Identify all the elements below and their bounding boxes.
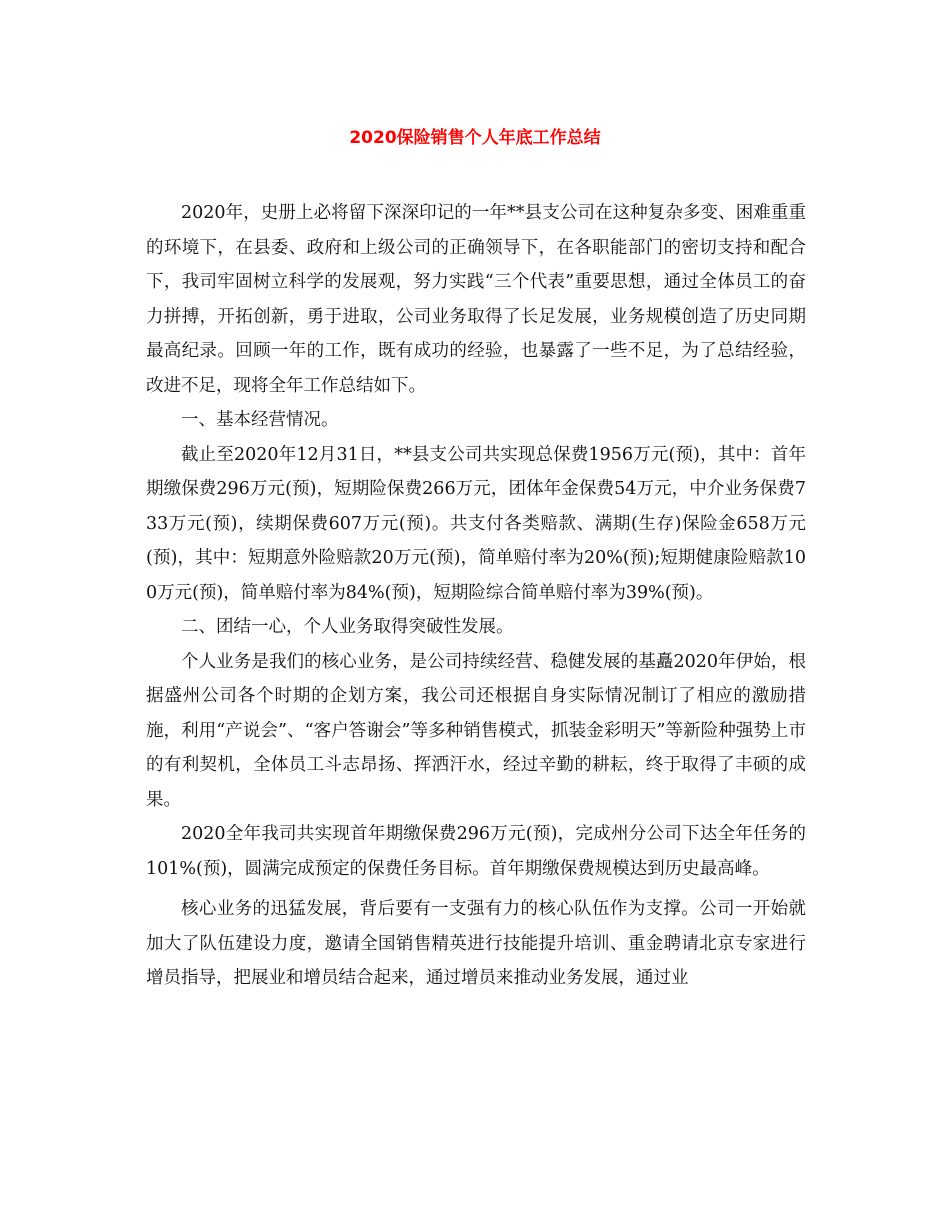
document-title: 2020保险销售个人年底工作总结 xyxy=(349,128,601,148)
paragraph-annual-result: 2020全年我司共实现首年期缴保费296万元(预)，完成州分公司下达全年任务的101%(预)，圆满完成预定的保费任务目标。首年期缴保费规模达到历史最高峰。 xyxy=(146,824,806,879)
paragraph-core-business: 个人业务是我们的核心业务，是公司持续经营、稳健发展的基矗2020年伊始，根据盛州公司各个时期的企划方案，我公司还根据自身实际情况制订了相应的激励措施，利用“产说会”、“客户答谢会”等多种销售模式，抓装金彩明天”等新险种强势上市的有利契机，全体员工斗志昂扬、挥洒汗水，经过辛勤的耕耘，终于取得了丰硕的成果。 xyxy=(146,651,806,810)
section-heading-basic-operations: 一、基本经营情况。 xyxy=(181,410,339,430)
paragraph-intro: 2020年，史册上必将留下深深印记的一年**县支公司在这种复杂多变、困难重重的环境下，在县委、政府和上级公司的正确领导下，在各职能部门的密切支持和配合下，我司牢固树立科学的发展观，努力实践“三个代表”重要思想，通过全体员工的奋力拼搏，开拓创新，勇于进取，公司业务取得了长足发展，业务规模创造了历史同期最高纪录。回顾一年的工作，既有成功的经验，也暴露了一些不足，为了总结经验，改进不足，现将全年工作总结如下。 xyxy=(146,203,806,396)
paragraph-team-building: 核心业务的迅猛发展，背后要有一支强有力的核心队伍作为支撑。公司一开始就加大了队伍建设力度，邀请全国销售精英进行技能提升培训、重金聘请北京专家进行增员指导，把展业和增员结合起来，通过增员来推动业务发展，通过业 xyxy=(146,899,806,988)
paragraph-operations-figures: 截止至2020年12月31日，**县支公司共实现总保费1956万元(预)，其中：首年期缴保费296万元(预)，短期险保费266万元，团体年金保费54万元，中介业务保费733万元(预)，续期保费607万元(预)。共支付各类赔款、满期(生存)保险金658万元(预)，其中：短期意外险赔款20万元(预)，简单赔付率为20%(预);短期健康险赔款100万元(预)，简单赔付率为84%(预)，短期险综合简单赔付率为39%(预)。 xyxy=(146,444,806,603)
document-body xyxy=(146,196,806,996)
section-heading-personal-business: 二、团结一心，个人业务取得突破性发展。 xyxy=(181,617,514,637)
